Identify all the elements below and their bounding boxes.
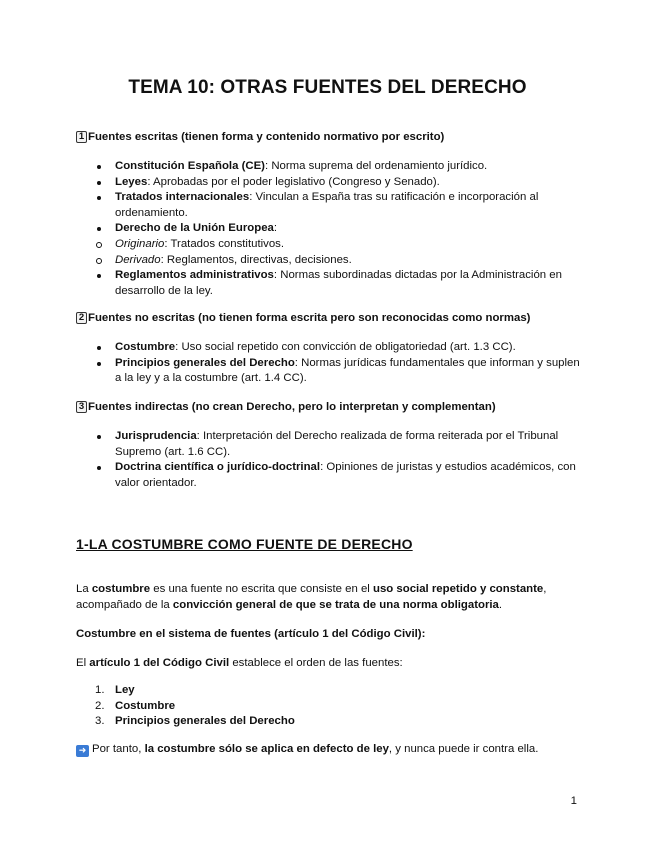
list-item: Leyes: Aprobadas por el poder legislativo (Congreso y Senado). <box>115 175 585 191</box>
section-heading-2 <box>76 312 530 324</box>
list-item: Principios generales del Derecho: Normas jurídicas fundamentales que informan y suplen a la ley y a la costumbre (art. 1.4 CC). <box>115 356 585 387</box>
bullet-list-3 <box>115 429 585 491</box>
list-item: Doctrina científica o jurídico-doctrinal: Opiniones de juristas y estudios académicos, con valor orientador. <box>115 460 585 491</box>
subheading: Costumbre en el sistema de fuentes (artículo 1 del Código Civil): <box>76 628 426 640</box>
list-item: 3. Principios generales del Derecho <box>95 715 295 728</box>
sub-list <box>115 237 585 268</box>
section-heading-text: Fuentes no escritas (no tienen forma escrita pero son reconocidas como normas) <box>88 312 531 324</box>
list-item: Tratados internacionales: Vinculan a España tras su ratificación e incorporación al ordenamiento. <box>115 190 585 221</box>
arrow-right-icon: ➜ <box>76 745 89 757</box>
section-heading-text: Fuentes escritas (tienen forma y contenido normativo por escrito) <box>88 131 445 143</box>
intro-paragraph: La costumbre es una fuente no escrita que consiste en el uso social repetido y constante, acompañado de la convicción general de que se trata de una norma obligatoria. <box>76 583 547 611</box>
list-item: Jurisprudencia: Interpretación del Derecho realizada de forma reiterada por el Tribunal Supremo (art. 1.6 CC). <box>115 429 585 460</box>
list-item: Costumbre: Uso social repetido con convicción de obligatoriedad (art. 1.3 CC). <box>115 340 585 356</box>
page-title: TEMA 10: OTRAS FUENTES DEL DERECHO <box>128 77 527 98</box>
bullet-list-2 <box>115 340 585 387</box>
page-number: 1 <box>570 795 577 807</box>
section-heading-3 <box>76 401 496 413</box>
keycap-one-icon: 1 <box>76 131 87 143</box>
bullet-list-1 <box>115 159 585 299</box>
article-line: El artículo 1 del Código Civil establece el orden de las fuentes: <box>76 657 403 669</box>
sub-list-item: Originario: Tratados constitutivos. <box>115 237 585 253</box>
section-heading-1 <box>76 131 444 143</box>
numbered-list <box>95 683 295 730</box>
list-item: Derecho de la Unión Europea: Originario: Tratados constitutivos. Derivado: Reglamentos, directivas, decisiones. <box>115 221 585 268</box>
section-heading-text: Fuentes indirectas (no crean Derecho, pero lo interpretan y complementan) <box>88 401 496 413</box>
list-item: Reglamentos administrativos: Normas subordinadas dictadas por la Administración en desarrollo de la ley. <box>115 268 585 299</box>
section-title: 1-LA COSTUMBRE COMO FUENTE DE DERECHO <box>76 536 413 552</box>
list-item: 1. Ley <box>95 684 135 696</box>
keycap-two-icon: 2 <box>76 312 87 324</box>
keycap-three-icon: 3 <box>76 401 87 413</box>
sub-list-item: Derivado: Reglamentos, directivas, decisiones. <box>115 253 585 269</box>
list-item: 2. Costumbre <box>95 699 176 712</box>
list-item: Constitución Española (CE): Norma suprema del ordenamiento jurídico. <box>115 159 585 175</box>
conclusion-paragraph: ➜ Por tanto, la costumbre sólo se aplica en defecto de ley, y nunca puede ir contra ella. <box>76 742 576 758</box>
